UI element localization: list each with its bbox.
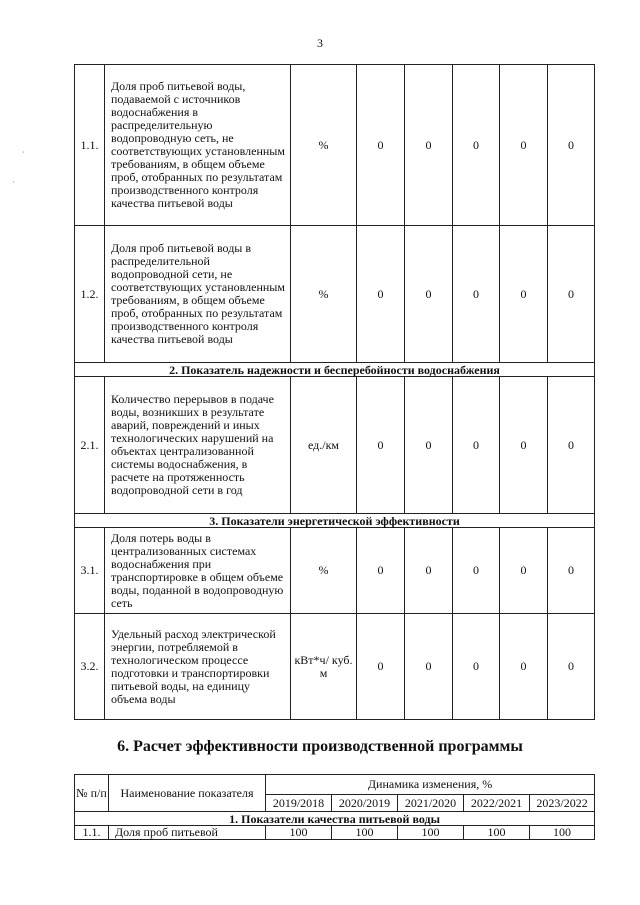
row-num: 1.1.	[75, 826, 109, 840]
row-name: Доля проб питьевой воды, подаваемой с источников водоснабжения в распределительную водопроводную сеть, не соответствующих установленным требованиям, в общем объеме проб, отобранных по результатам производственного контроля качества питьевой воды	[105, 65, 291, 226]
row-value: 0	[357, 65, 405, 226]
row-value: 0	[453, 65, 500, 226]
row-num: 3.1.	[75, 528, 105, 614]
scan-speck: ·	[22, 148, 25, 157]
row-value: 0	[357, 226, 405, 363]
row-value: 0	[453, 528, 500, 614]
row-value: 100	[266, 826, 332, 840]
row-value: 0	[500, 614, 548, 720]
header-dynamics: Динамика изменения, %	[266, 775, 595, 795]
row-value: 0	[500, 528, 548, 614]
row-unit: кВт*ч/ куб. м	[291, 614, 357, 720]
row-value: 0	[548, 614, 595, 720]
row-unit: %	[291, 65, 357, 226]
row-unit: %	[291, 226, 357, 363]
row-value: 0	[357, 528, 405, 614]
row-name: Доля потерь воды в централизованных системах водоснабжения при транспортировке в общем объеме воды, поданной в водопроводную сеть	[105, 528, 291, 614]
table-row	[75, 528, 595, 614]
header-name: Наименование показателя	[109, 775, 266, 812]
row-name: Доля проб питьевой	[109, 826, 266, 840]
row-value: 0	[405, 614, 453, 720]
row-value: 0	[453, 226, 500, 363]
row-name: Доля проб питьевой воды в распределительной водопроводной сети, не соответствующих установленным требованиям, в общем объеме проб, отобранных по результатам производственного контроля качества питьевой воды	[105, 226, 291, 363]
row-value: 0	[548, 377, 595, 514]
header-num: № п/п	[75, 775, 109, 812]
section-row	[75, 514, 595, 528]
row-unit: %	[291, 528, 357, 614]
row-value: 0	[453, 614, 500, 720]
section-row	[75, 363, 595, 377]
table-row	[75, 226, 595, 363]
header-year: 2023/2022	[530, 795, 595, 812]
header-year: 2020/2019	[332, 795, 398, 812]
row-value: 0	[405, 65, 453, 226]
row-value: 0	[500, 65, 548, 226]
row-num: 2.1.	[75, 377, 105, 514]
section-row: 1. Показатели качества питьевой воды	[75, 812, 595, 826]
row-value: 0	[405, 528, 453, 614]
row-unit: ед./км	[291, 377, 357, 514]
header-year: 2021/2020	[398, 795, 464, 812]
section-title: 3. Показатели энергетической эффективности	[75, 514, 595, 528]
page-number: 3	[317, 36, 323, 50]
row-value: 0	[548, 65, 595, 226]
row-value: 100	[530, 826, 595, 840]
table-row	[75, 65, 595, 226]
row-name: Удельный расход электрической энергии, потребляемой в технологическом процессе подготовки и транспортировки питьевой воды, на единицу объема воды	[105, 614, 291, 720]
section-title: 2. Показатель надежности и бесперебойности водоснабжения	[75, 363, 595, 377]
row-value: 100	[398, 826, 464, 840]
row-value: 0	[405, 226, 453, 363]
row-value: 0	[405, 377, 453, 514]
section-heading: 6. Расчет эффективности производственной программы	[117, 738, 523, 755]
indicators-table	[74, 64, 595, 720]
efficiency-table	[74, 774, 595, 840]
row-value: 100	[464, 826, 530, 840]
row-value: 0	[500, 226, 548, 363]
header-year: 2019/2018	[266, 795, 332, 812]
row-value: 0	[548, 226, 595, 363]
table-row	[75, 377, 595, 514]
row-value: 0	[500, 377, 548, 514]
row-value: 0	[548, 528, 595, 614]
row-num: 3.2.	[75, 614, 105, 720]
row-value: 100	[332, 826, 398, 840]
scan-speck: ·	[12, 178, 15, 187]
header-year: 2022/2021	[464, 795, 530, 812]
table-row	[75, 614, 595, 720]
row-value: 0	[357, 614, 405, 720]
row-name: Количество перерывов в подаче воды, возникших в результате аварий, повреждений и иных технологических нарушений на объектах централизованной системы водоснабжения, в расчете на протяженность водопроводной сети в год	[105, 377, 291, 514]
row-num: 1.2.	[75, 226, 105, 363]
row-value: 0	[357, 377, 405, 514]
row-num: 1.1.	[75, 65, 105, 226]
row-value: 0	[453, 377, 500, 514]
